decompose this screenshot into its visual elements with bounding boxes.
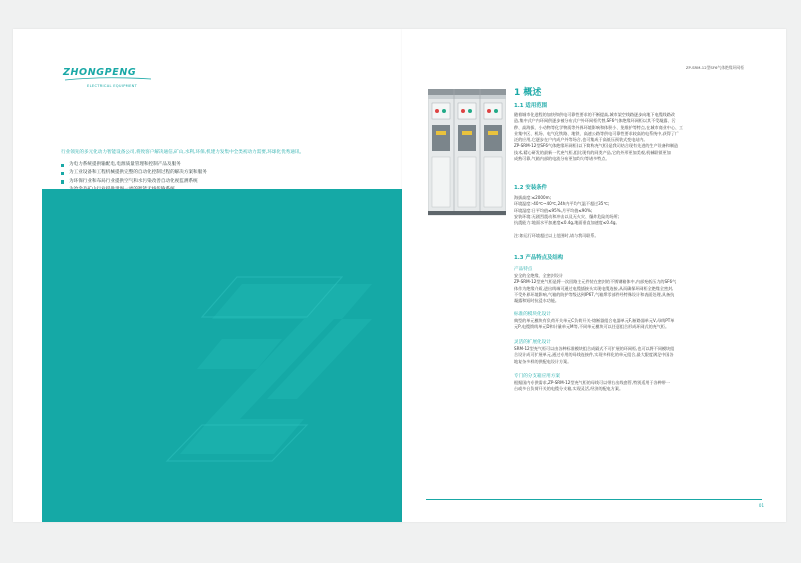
section-paragraph: 海拔高度:≤2000m; 环境温度:-40℃~40℃,24h内平均气温不超过35℃; 环境湿度:日平均值≤95%,月平均值≤90%; 安装环境:无剧烈震动和冲击以及无火灾、爆炸危险的场所; 抗震能力:地面水平加速度≤0.4g,地面垂直加速度≤0.4g。 — [514, 195, 620, 226]
list-item: 为环保行业和布局行业提供空气和水污染改善自动化视监测系统 — [61, 178, 207, 186]
section-paragraph: SRM-12型充气柜可以由各种标准模块组合成隔式不可扩展的环网柜,也可以将不同模块组 合设计成可扩展单元,通过专用的母线连接件,实现多样化的单元组合,最大限度满足中国各 地复杂多样的供配电设计方案。 — [514, 346, 675, 364]
footer-divider — [426, 499, 762, 500]
section-paragraph: 安全的全绝缘、全密封设计 ZP-SRM-12型充气柜是将一次回路主元件装在密封的不锈钢箱体中,内部充低压力的SF6气 体作为绝缘介质,进出线端可通过电缆插接头实现电缆连接,从而确保环网柜全绝缘全密封, 不受外界环境影响,气箱的防护等级达到IP67,气箱焊零部件经特殊设计和表面处理,具备抗 凝露和短时抗浸水功能。 — [514, 273, 677, 304]
subsection-title: 标准的模块化设计 — [514, 312, 551, 317]
zhongpeng-logo — [63, 67, 153, 93]
switchgear-cabinet-image — [428, 89, 506, 219]
logo-wordmark: ZHONGPENG — [63, 67, 137, 78]
section-paragraph: 随着城市化进程的加快和供电可靠性要求的不断提高,城市架空线路逐步向地下电缆线路改 造,集中式户内环网供逐步被分布式户外环网柜代替,SF6气体绝缘环网柜以其不受凝露、污 秽、高海拔、小动物等化学物质等外界环境影响和体积小、免维护等特点,在城市商业中心、工 业集中区、机场、电气化铁路、地铁、高速公路等供电可靠性要求较高的电系统中,获得了广 泛的应用,它逐步在户内成户外等场合,也可集成于高低压预装式变电站内。 ZP-SRM-12型SF6气体绝缘环网柜(以下简称充气柜)是我司结合现有先进的生产设备和制造 技术,精心研发的最新一代充气柜,组比现有的同类产品,它的外形更加美观,机械联锁更加 成熟可靠,气箱内部的电流分布更加均匀等诸多特点。 — [514, 112, 684, 162]
list-item: 为电力系统提供输配电,电源质量管理和控制产品及服务 — [61, 161, 207, 169]
teal-brand-panel — [42, 189, 402, 522]
subsection-title: 灵活的扩展化设计 — [514, 340, 551, 345]
page-number: 01 — [758, 503, 764, 508]
bullet-square-icon — [61, 172, 64, 175]
right-page — [402, 29, 786, 522]
zp-watermark-icon — [42, 189, 402, 522]
subsection-title: 产品特点 — [514, 267, 533, 272]
section-title: 1.3 产品特点及结构 — [514, 255, 564, 261]
page-title: 1 概述 — [514, 88, 542, 98]
section-title: 1.2 安装条件 — [514, 185, 547, 191]
intro-text: 行业领先的多元化动力智能设备公司,将致客户解决通信,矿山,水利,环保,机建力发集中全类初动力需要,环球化优秀通讯。 — [61, 150, 305, 155]
section-title: 1.1 适用范围 — [514, 103, 547, 109]
running-header: ZP-SRM-12型SF6气体绝缘环网柜 — [685, 65, 744, 70]
logo-subtitle: ELECTRICAL EQUIPMENT — [87, 84, 138, 88]
left-page — [13, 29, 402, 522]
bullet-square-icon — [61, 164, 64, 167]
section-paragraph: 根据国内专供需求,ZP-SRM-12型充气柜的母线可以带右出线套管,特别适用于各种带一 台或多台负荷开关的电缆分支箱,实现灵活,经济的配电方案。 — [514, 380, 670, 392]
note-text: 注:如运行环境超过以上范围时,请与我司联系。 — [514, 233, 599, 238]
bullet-square-icon — [61, 180, 64, 183]
list-item: 为工业设备和工程机械提供完整的自动化控制过程的解决方案和服务 — [61, 169, 207, 177]
subsection-title: 专门的分支箱应用方案 — [514, 374, 560, 379]
section-paragraph: 典型的单元模块有负荷开关单元C负荷开关-熔断器组合电器单元F,断路器单元V,母线PT单 元P,电缆馈线单元D和计量单元M等,不同单元模块可以任意组合形成环网式的充气柜。 — [514, 318, 675, 330]
